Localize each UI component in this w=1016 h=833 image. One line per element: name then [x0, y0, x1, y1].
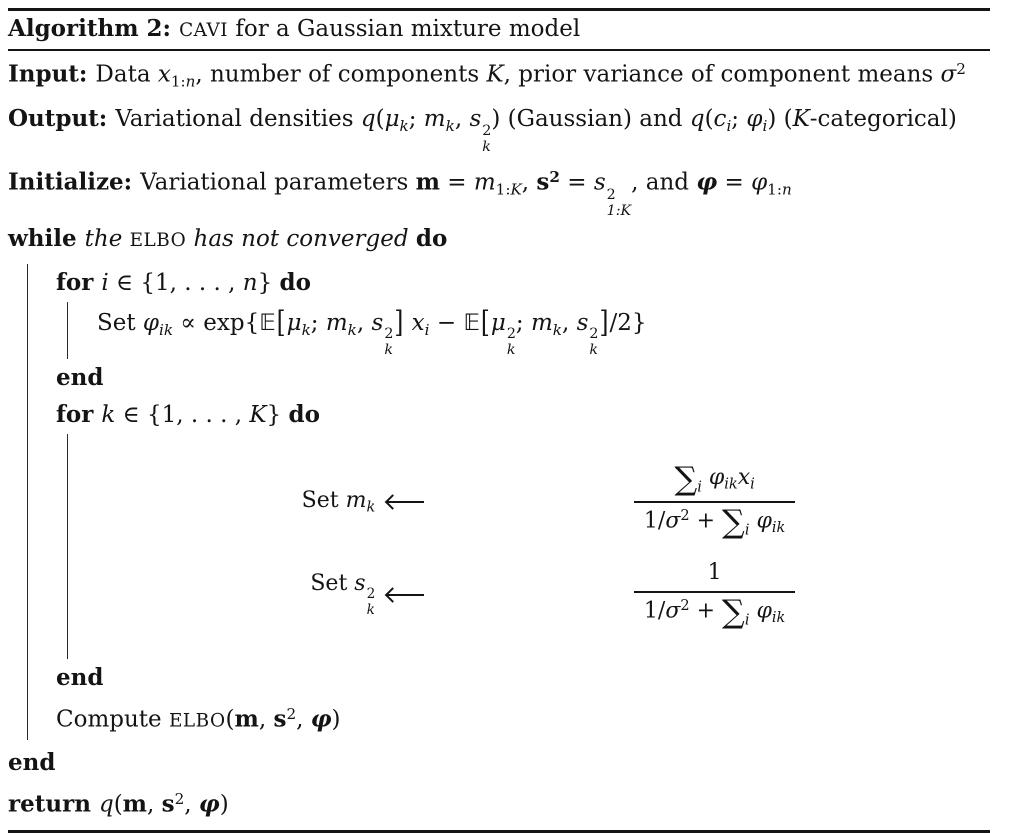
for-i-line: for i ∈ {1, . . . , n} do — [56, 268, 311, 296]
algorithm-title: Algorithm 2: CAVI for a Gaussian mixture model — [8, 14, 581, 42]
assign-m-rhs: $\frac{\sum_i \varphi_{ik}x_i}{1/\sigma^2 + \sum_i \varphi_{ik}}$ — [634, 464, 795, 539]
compute-elbo-line: Compute ELBO(m, $s^2$, φ) — [56, 705, 341, 734]
assign-arrow-icon — [385, 493, 425, 511]
assign-arrow-icon — [385, 586, 425, 604]
for-i-body — [67, 302, 990, 360]
while-line: while the ELBO has not converged do — [8, 224, 448, 252]
update-equations — [107, 460, 990, 631]
end-while-line: end — [8, 749, 56, 777]
end-for-k-line: end — [56, 664, 104, 692]
end-for-i-line: end — [56, 364, 104, 392]
while-body — [27, 264, 990, 741]
set-phi-line: Set $\varphi_{ik}$ ∝ $\exp\{𝔼[\mu_k$; $m_k$, s 2 k ] $x_i$ − 𝔼[μ 2 k ; $m_k$, s 2 k ]/2} — [97, 305, 647, 359]
output-line: Output: Variational densities $q(\mu_k$; $m_k$, s 2 k ) (Gaussian) and $q(c_i$; $\varphi_i$) (K-categorical) — [8, 105, 957, 156]
bottom-rule — [8, 830, 990, 833]
assign-s2-rhs: $\frac{1}{1/\sigma^2 + \sum_i \varphi_{ik}}$ — [634, 559, 795, 629]
assign-m-lhs: Set $m_k$ — [301, 487, 376, 516]
initialize-line: Initialize: Variational parameters $m = m_{1:K}$, $s^2 = s$ 2 1:K , and $\varphi = \varphi_{1:n}$ — [8, 168, 792, 219]
for-k-line: for k ∈ {1, . . . , K} do — [56, 401, 320, 429]
for-k-body — [67, 434, 990, 659]
assign-s2-lhs: Set s 2 k — [310, 570, 376, 618]
return-line: return q(m, $s^2$, φ) — [8, 790, 229, 818]
input-line: Input: Data $x_{1:n}$, number of components K, prior variance of component means $\sigma^2$ — [8, 60, 966, 91]
